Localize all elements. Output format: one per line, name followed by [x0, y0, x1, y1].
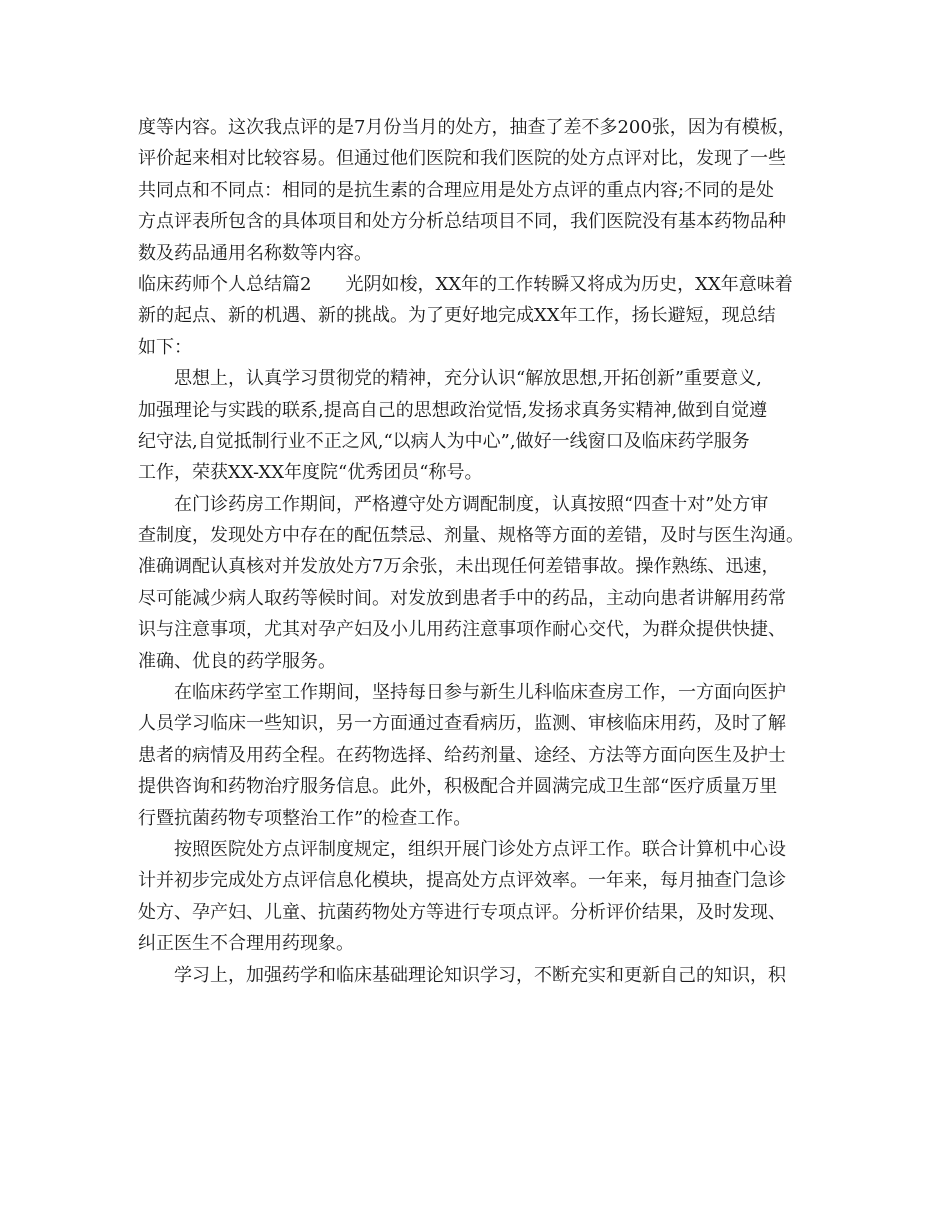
text-line: 新的起点、新的机遇、新的挑战。为了更好地完成XX年工作，扬长避短，现总结	[138, 305, 776, 327]
text-line: 纪守法,自觉抵制行业不正之风,“以病人为中心”,做好一线窗口及临床药学服务	[138, 430, 750, 452]
paragraph-ideology	[138, 363, 822, 489]
text-line: 方点评表所包含的具体项目和处方分析总结项目不同，我们医院没有基本药物品种	[138, 211, 786, 233]
text-line: 计并初步完成处方点评信息化模块，提高处方点评效率。一年来，每月抽查门急诊	[138, 870, 786, 892]
intro-first-line: 光阴如梭，XX年的工作转瞬又将成为历史，XX年意味着	[345, 273, 793, 295]
text-line: 行暨抗菌药物专项整治工作”的检查工作。	[138, 807, 472, 829]
text-line: 纠正医生不合理用药现象。	[138, 933, 354, 955]
text-line: 准确调配认真核对并发放处方7万余张，未出现任何差错事故。操作熟练、迅速，	[138, 556, 780, 578]
text-line: 按照医院处方点评制度规定，组织开展门诊处方点评工作。联合计算机中心设	[174, 838, 786, 860]
text-line: 评价起来相对比较容易。但通过他们医院和我们医院的处方点评对比，发现了一些	[138, 148, 786, 170]
document-page	[138, 112, 822, 991]
paragraph-prescription-review-work	[138, 834, 822, 960]
text-line: 尽可能减少病人取药等候时间。对发放到患者手中的药品，主动向患者讲解用药常	[138, 587, 786, 609]
text-line: 处方、孕产妇、儿童、抗菌药物处方等进行专项点评。分析评价结果，及时发现、	[138, 901, 786, 923]
paragraph-outpatient-pharmacy	[138, 489, 822, 677]
paragraph-study	[138, 960, 822, 991]
text-line: 思想上，认真学习贯彻党的精神，充分认识“解放思想,开拓创新”重要意义,	[174, 368, 762, 390]
paragraph-clinical-pharmacy	[138, 677, 822, 834]
text-line: 工作，荣获XX-XX年度院“优秀团员“称号。	[138, 462, 483, 484]
text-line: 如下：	[138, 336, 192, 358]
text-line: 在临床药学室工作期间，坚持每日参与新生儿科临床查房工作，一方面向医护	[174, 682, 786, 704]
text-line: 患者的病情及用药全程。在药物选择、给药剂量、途经、方法等方面向医生及护士	[138, 744, 786, 766]
text-line: 度等内容。这次我点评的是7月份当月的处方，抽查了差不多200张，因为有模板，	[138, 117, 796, 138]
text-line	[138, 269, 822, 300]
text-line: 人员学习临床一些知识，另一方面通过查看病历，监测、审核临床用药，及时了解	[138, 713, 786, 735]
text-line: 提供咨询和药物治疗服务信息。此外，积极配合并圆满完成卫生部“医疗质量万里	[138, 776, 778, 798]
text-line: 查制度，发现处方中存在的配伍禁忌、剂量、规格等方面的差错，及时与医生沟通。	[138, 525, 804, 547]
section-title: 临床药师个人总结篇2	[138, 273, 312, 295]
paragraph-section-intro	[138, 269, 822, 363]
text-line: 准确、优良的药学服务。	[138, 650, 336, 672]
text-line: 数及药品通用名称数等内容。	[138, 242, 372, 264]
text-line: 共同点和不同点：相同的是抗生素的合理应用是处方点评的重点内容;不同的是处	[138, 179, 775, 201]
paragraph-prescription-review-comparison	[138, 112, 822, 269]
text-line: 学习上，加强药学和临床基础理论知识学习，不断充实和更新自己的知识，积	[174, 964, 786, 986]
text-line: 识与注意事项，尤其对孕产妇及小儿用药注意事项作耐心交代，为群众提供快捷、	[138, 619, 786, 641]
text-line: 在门诊药房工作期间，严格遵守处方调配制度，认真按照“四查十对”处方审	[174, 493, 769, 515]
text-line: 加强理论与实践的联系,提高自己的思想政治觉悟,发扬求真务实精神,做到自觉遵	[138, 399, 768, 421]
